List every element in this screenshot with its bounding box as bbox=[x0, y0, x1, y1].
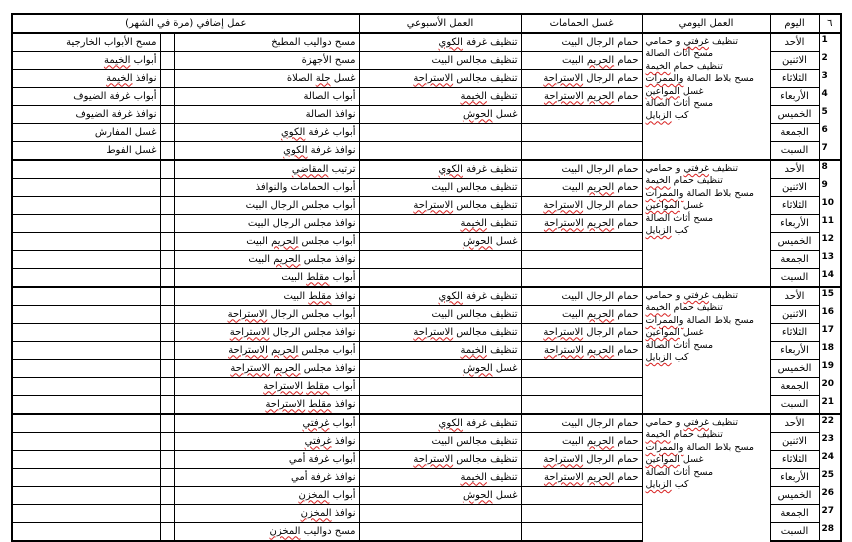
cleaning-schedule-table bbox=[11, 13, 842, 542]
weekly-task bbox=[359, 251, 521, 269]
bathroom-task: حمام الحريم البيت bbox=[521, 52, 642, 70]
day-number: 12 bbox=[819, 233, 841, 251]
day-number: 17 bbox=[819, 324, 841, 342]
extra-task: نوافذ مجلس الحريم الاستراحة bbox=[174, 360, 359, 378]
bathroom-task: حمام الحريم البيت bbox=[521, 433, 642, 451]
weekly-task: غسل الحوش bbox=[359, 487, 521, 505]
day-name: الثلاثاء bbox=[770, 451, 819, 469]
weekly-task: تنظيف مجالس البيت bbox=[359, 52, 521, 70]
daily-task: غسل المواعين bbox=[645, 327, 704, 339]
bathroom-task: حمام الحريم الاستراحة bbox=[521, 469, 642, 487]
header-bathrooms: غسل الحمامات bbox=[521, 14, 642, 33]
day-number: 21 bbox=[819, 396, 841, 415]
extra-spacer bbox=[160, 106, 174, 124]
bathroom-task: حمام الحريم الاستراحة bbox=[521, 342, 642, 360]
extra-spacer bbox=[160, 33, 174, 52]
weekly-task: تنظيف مجالس الاستراحة bbox=[359, 197, 521, 215]
extra-task: أبواب الحمامات والنوافذ bbox=[174, 179, 359, 197]
daily-tasks-cell bbox=[642, 160, 770, 287]
weekly-task: تنظيف الخيمة bbox=[359, 88, 521, 106]
day-number: 26 bbox=[819, 487, 841, 505]
extra-task-outer bbox=[12, 414, 160, 433]
extra-task: نوافذ المخزن bbox=[174, 505, 359, 523]
day-number: 7 bbox=[819, 142, 841, 161]
schedule-row bbox=[12, 33, 841, 52]
day-number: 13 bbox=[819, 251, 841, 269]
extra-spacer bbox=[160, 487, 174, 505]
weekly-task bbox=[359, 124, 521, 142]
extra-task: أبواب المخزن bbox=[174, 487, 359, 505]
extra-task-outer bbox=[12, 451, 160, 469]
day-name: الخميس bbox=[770, 487, 819, 505]
bathroom-task bbox=[521, 106, 642, 124]
daily-task: مسح أثاث الصالة bbox=[645, 339, 714, 351]
extra-spacer bbox=[160, 88, 174, 106]
bathroom-task bbox=[521, 360, 642, 378]
schedule-row bbox=[12, 160, 841, 179]
extra-task: نوافذ غرفتي bbox=[174, 433, 359, 451]
bathroom-task bbox=[521, 487, 642, 505]
daily-tasks-cell bbox=[642, 33, 770, 160]
day-name: الاثنين bbox=[770, 306, 819, 324]
header-day: اليوم bbox=[770, 14, 819, 33]
extra-task-outer bbox=[12, 160, 160, 179]
extra-spacer bbox=[160, 287, 174, 306]
extra-task: نوافذ غرفة أمي bbox=[174, 469, 359, 487]
day-number: 4 bbox=[819, 88, 841, 106]
day-name: الأربعاء bbox=[770, 88, 819, 106]
extra-task: نوافذ مجلس الرجال البيت bbox=[174, 215, 359, 233]
weekly-task: تنظيف الخيمة bbox=[359, 469, 521, 487]
day-name: الاثنين bbox=[770, 52, 819, 70]
day-number: 3 bbox=[819, 70, 841, 88]
day-name: الخميس bbox=[770, 233, 819, 251]
daily-task: مسح بلاط الصالة والممرات bbox=[645, 73, 755, 85]
extra-task-outer bbox=[12, 179, 160, 197]
daily-task: تنظيف حمام الخيمة bbox=[645, 429, 723, 441]
daily-task: غسل المواعين bbox=[645, 454, 704, 466]
extra-spacer bbox=[160, 215, 174, 233]
extra-task-outer: غسل الفوط bbox=[12, 142, 160, 161]
extra-task-outer bbox=[12, 287, 160, 306]
extra-task-outer bbox=[12, 487, 160, 505]
extra-task: أبواب مجلس الحريم الاستراحة bbox=[174, 342, 359, 360]
day-number: 1 bbox=[819, 33, 841, 52]
extra-spacer bbox=[160, 396, 174, 415]
bathroom-task: حمام الرجال البيت bbox=[521, 414, 642, 433]
extra-task: نوافذ مجلس الرجال الاستراحة bbox=[174, 324, 359, 342]
weekly-task bbox=[359, 142, 521, 161]
daily-task: مسح أثاث الصالة bbox=[645, 212, 714, 224]
day-number: 28 bbox=[819, 523, 841, 542]
daily-task: مسح بلاط الصالة والممرات bbox=[645, 441, 755, 453]
day-name: الأربعاء bbox=[770, 342, 819, 360]
daily-tasks-list bbox=[646, 36, 767, 123]
daily-task: كب الزبايل bbox=[645, 479, 689, 491]
day-name: السبت bbox=[770, 269, 819, 288]
day-name: الأربعاء bbox=[770, 215, 819, 233]
extra-task: غسل جلة الصلاة bbox=[174, 70, 359, 88]
daily-task: مسح أثاث الصالة bbox=[645, 48, 714, 60]
extra-spacer bbox=[160, 360, 174, 378]
bathroom-task: حمام الرجال البيت bbox=[521, 33, 642, 52]
weekly-task: تنظيف مجالس الاستراحة bbox=[359, 324, 521, 342]
weekly-task: تنظيف مجالس الاستراحة bbox=[359, 70, 521, 88]
weekly-task: تنظيف غرفة الكوي bbox=[359, 33, 521, 52]
day-name: السبت bbox=[770, 396, 819, 415]
extra-task: مسح دواليب المطبخ bbox=[174, 33, 359, 52]
daily-task: مسح أثاث الصالة bbox=[645, 98, 714, 110]
extra-task: نوافذ مجلس الحريم البيت bbox=[174, 251, 359, 269]
day-name: الثلاثاء bbox=[770, 197, 819, 215]
weekly-task bbox=[359, 505, 521, 523]
daily-task: غسل المواعين bbox=[645, 85, 704, 97]
bathroom-task bbox=[521, 523, 642, 542]
bathroom-task: حمام الحريم البيت bbox=[521, 306, 642, 324]
day-name: الجمعة bbox=[770, 378, 819, 396]
bathroom-task bbox=[521, 396, 642, 415]
weekly-task bbox=[359, 269, 521, 288]
weekly-task: غسل الحوش bbox=[359, 233, 521, 251]
daily-task: تنظيف حمام الخيمة bbox=[645, 60, 723, 72]
day-number: 20 bbox=[819, 378, 841, 396]
extra-task-outer bbox=[12, 215, 160, 233]
daily-task: كب الزبايل bbox=[645, 352, 689, 364]
extra-task-outer: غسل المفارش bbox=[12, 124, 160, 142]
day-name: الجمعة bbox=[770, 124, 819, 142]
weekly-task: تنظيف مجالس البيت bbox=[359, 433, 521, 451]
day-number: 2 bbox=[819, 52, 841, 70]
extra-spacer bbox=[160, 505, 174, 523]
extra-task: مسح الأجهزة bbox=[174, 52, 359, 70]
day-name: الجمعة bbox=[770, 505, 819, 523]
extra-spacer bbox=[160, 124, 174, 142]
extra-spacer bbox=[160, 342, 174, 360]
bathroom-task bbox=[521, 378, 642, 396]
day-number: 23 bbox=[819, 433, 841, 451]
day-name: الأحد bbox=[770, 414, 819, 433]
bathroom-task: حمام الحريم الاستراحة bbox=[521, 88, 642, 106]
day-number: 11 bbox=[819, 215, 841, 233]
bathroom-task bbox=[521, 233, 642, 251]
weekly-task bbox=[359, 523, 521, 542]
daily-task: مسح بلاط الصالة والممرات bbox=[645, 314, 755, 326]
bathroom-task bbox=[521, 251, 642, 269]
daily-task: تنظيف غرفتي و حمامي bbox=[645, 163, 739, 174]
day-name: الأحد bbox=[770, 33, 819, 52]
extra-spacer bbox=[160, 523, 174, 542]
header-number: ٦ bbox=[819, 14, 841, 33]
extra-spacer bbox=[160, 197, 174, 215]
extra-task-outer: نوافذ غرفة الضيوف bbox=[12, 106, 160, 124]
extra-task-outer: أبواب الخيمة bbox=[12, 52, 160, 70]
day-number: 16 bbox=[819, 306, 841, 324]
daily-task: تنظيف غرفتي و حمامي bbox=[645, 417, 739, 428]
day-name: الجمعة bbox=[770, 251, 819, 269]
bathroom-task bbox=[521, 269, 642, 288]
bathroom-task bbox=[521, 505, 642, 523]
bathroom-task: حمام الرجال البيت bbox=[521, 160, 642, 179]
extra-spacer bbox=[160, 306, 174, 324]
daily-task: مسح بلاط الصالة والممرات bbox=[645, 187, 755, 199]
extra-spacer bbox=[160, 269, 174, 288]
day-name: الثلاثاء bbox=[770, 70, 819, 88]
extra-task: نوافذ غرفة الكوي bbox=[174, 142, 359, 161]
extra-task: أبواب غرفتي bbox=[174, 414, 359, 433]
extra-task: نوافذ مقلط البيت bbox=[174, 287, 359, 306]
day-name: الثلاثاء bbox=[770, 324, 819, 342]
daily-task: كب الزبايل bbox=[645, 110, 689, 122]
daily-task: غسل المواعين bbox=[645, 200, 704, 212]
day-name: الخميس bbox=[770, 106, 819, 124]
extra-task: ترتيب المقاضي bbox=[174, 160, 359, 179]
daily-task: تنظيف حمام الخيمة bbox=[645, 302, 723, 314]
daily-task: كب الزبايل bbox=[645, 225, 689, 237]
extra-task: نوافذ الصالة bbox=[174, 106, 359, 124]
day-name: السبت bbox=[770, 142, 819, 161]
day-number: 6 bbox=[819, 124, 841, 142]
day-number: 8 bbox=[819, 160, 841, 179]
bathroom-task: حمام الرجال الاستراحة bbox=[521, 197, 642, 215]
extra-task-outer bbox=[12, 505, 160, 523]
extra-spacer bbox=[160, 433, 174, 451]
weekly-task: تنظيف مجالس البيت bbox=[359, 306, 521, 324]
extra-spacer bbox=[160, 160, 174, 179]
day-number: 15 bbox=[819, 287, 841, 306]
extra-spacer bbox=[160, 70, 174, 88]
extra-task-outer bbox=[12, 251, 160, 269]
day-name: الأربعاء bbox=[770, 469, 819, 487]
day-number: 9 bbox=[819, 179, 841, 197]
day-number: 25 bbox=[819, 469, 841, 487]
extra-task-outer bbox=[12, 396, 160, 415]
extra-task-outer bbox=[12, 360, 160, 378]
extra-task-outer: مسح الأبواب الخارجية bbox=[12, 33, 160, 52]
daily-task: تنظيف حمام الخيمة bbox=[645, 175, 723, 187]
weekly-task: تنظيف غرفة الكوي bbox=[359, 160, 521, 179]
extra-task: أبواب مقلط الاستراحة bbox=[174, 378, 359, 396]
extra-task: أبواب مجلس الحريم البيت bbox=[174, 233, 359, 251]
extra-task-outer bbox=[12, 378, 160, 396]
daily-task: تنظيف غرفتي و حمامي bbox=[645, 290, 739, 301]
extra-task: أبواب غرفة الكوي bbox=[174, 124, 359, 142]
extra-task: مسح دواليب المخزن bbox=[174, 523, 359, 542]
extra-spacer bbox=[160, 233, 174, 251]
extra-task-outer bbox=[12, 324, 160, 342]
daily-tasks-list bbox=[646, 163, 767, 237]
extra-spacer bbox=[160, 324, 174, 342]
day-name: الاثنين bbox=[770, 433, 819, 451]
day-number: 19 bbox=[819, 360, 841, 378]
day-number: 14 bbox=[819, 269, 841, 288]
day-name: السبت bbox=[770, 523, 819, 542]
extra-spacer bbox=[160, 179, 174, 197]
weekly-task: تنظيف مجالس الاستراحة bbox=[359, 451, 521, 469]
bathroom-task: حمام الرجال البيت bbox=[521, 287, 642, 306]
extra-spacer bbox=[160, 142, 174, 161]
bathroom-task: حمام الرجال الاستراحة bbox=[521, 451, 642, 469]
extra-task: أبواب غرفة أمي bbox=[174, 451, 359, 469]
bathroom-task bbox=[521, 124, 642, 142]
bathroom-task: حمام الرجال الاستراحة bbox=[521, 70, 642, 88]
bathroom-task: حمام الرجال الاستراحة bbox=[521, 324, 642, 342]
header-daily-work: العمل اليومي bbox=[642, 14, 770, 33]
extra-task: أبواب مجلس الرجال البيت bbox=[174, 197, 359, 215]
weekly-task bbox=[359, 396, 521, 415]
day-number: 22 bbox=[819, 414, 841, 433]
day-number: 10 bbox=[819, 197, 841, 215]
weekly-task: تنظيف الخيمة bbox=[359, 342, 521, 360]
day-name: الأحد bbox=[770, 287, 819, 306]
bathroom-task bbox=[521, 142, 642, 161]
extra-spacer bbox=[160, 52, 174, 70]
extra-task: أبواب مقلط البيت bbox=[174, 269, 359, 288]
daily-tasks-cell bbox=[642, 414, 770, 541]
daily-task: تنظيف غرفتي و حمامي bbox=[645, 36, 739, 47]
daily-tasks-list bbox=[646, 417, 767, 491]
extra-task: أبواب الصالة bbox=[174, 88, 359, 106]
extra-task-outer bbox=[12, 469, 160, 487]
extra-task-outer: نوافذ الخيمة bbox=[12, 70, 160, 88]
extra-task-outer bbox=[12, 306, 160, 324]
header-row bbox=[12, 14, 841, 33]
weekly-task: تنظيف غرفة الكوي bbox=[359, 414, 521, 433]
schedule-row bbox=[12, 414, 841, 433]
extra-task-outer bbox=[12, 433, 160, 451]
day-number: 5 bbox=[819, 106, 841, 124]
extra-task-outer: أبواب غرفة الضيوف bbox=[12, 88, 160, 106]
extra-task-outer bbox=[12, 269, 160, 288]
header-weekly-work: العمل الأسبوعي bbox=[359, 14, 521, 33]
extra-spacer bbox=[160, 414, 174, 433]
extra-task-outer bbox=[12, 342, 160, 360]
daily-tasks-cell bbox=[642, 287, 770, 414]
extra-task: أبواب مجلس الرجال الاستراحة bbox=[174, 306, 359, 324]
extra-task-outer bbox=[12, 523, 160, 542]
header-extra-work: عمل إضافي (مرة في الشهر) bbox=[12, 14, 359, 33]
day-name: الأحد bbox=[770, 160, 819, 179]
day-number: 18 bbox=[819, 342, 841, 360]
day-name: الخميس bbox=[770, 360, 819, 378]
weekly-task: تنظيف مجالس البيت bbox=[359, 179, 521, 197]
daily-task: مسح أثاث الصالة bbox=[645, 466, 714, 478]
schedule-row bbox=[12, 287, 841, 306]
extra-task: نوافذ مقلط الاستراحة bbox=[174, 396, 359, 415]
extra-spacer bbox=[160, 378, 174, 396]
day-name: الاثنين bbox=[770, 179, 819, 197]
bathroom-task: حمام الحريم الاستراحة bbox=[521, 215, 642, 233]
weekly-task: غسل الحوش bbox=[359, 106, 521, 124]
bathroom-task: حمام الحريم البيت bbox=[521, 179, 642, 197]
extra-spacer bbox=[160, 469, 174, 487]
day-number: 27 bbox=[819, 505, 841, 523]
extra-task-outer bbox=[12, 197, 160, 215]
weekly-task bbox=[359, 378, 521, 396]
weekly-task: غسل الحوش bbox=[359, 360, 521, 378]
extra-spacer bbox=[160, 451, 174, 469]
daily-tasks-list bbox=[646, 290, 767, 364]
day-number: 24 bbox=[819, 451, 841, 469]
weekly-task: تنظيف الخيمة bbox=[359, 215, 521, 233]
weekly-task: تنظيف غرفة الكوي bbox=[359, 287, 521, 306]
extra-task-outer bbox=[12, 233, 160, 251]
extra-spacer bbox=[160, 251, 174, 269]
